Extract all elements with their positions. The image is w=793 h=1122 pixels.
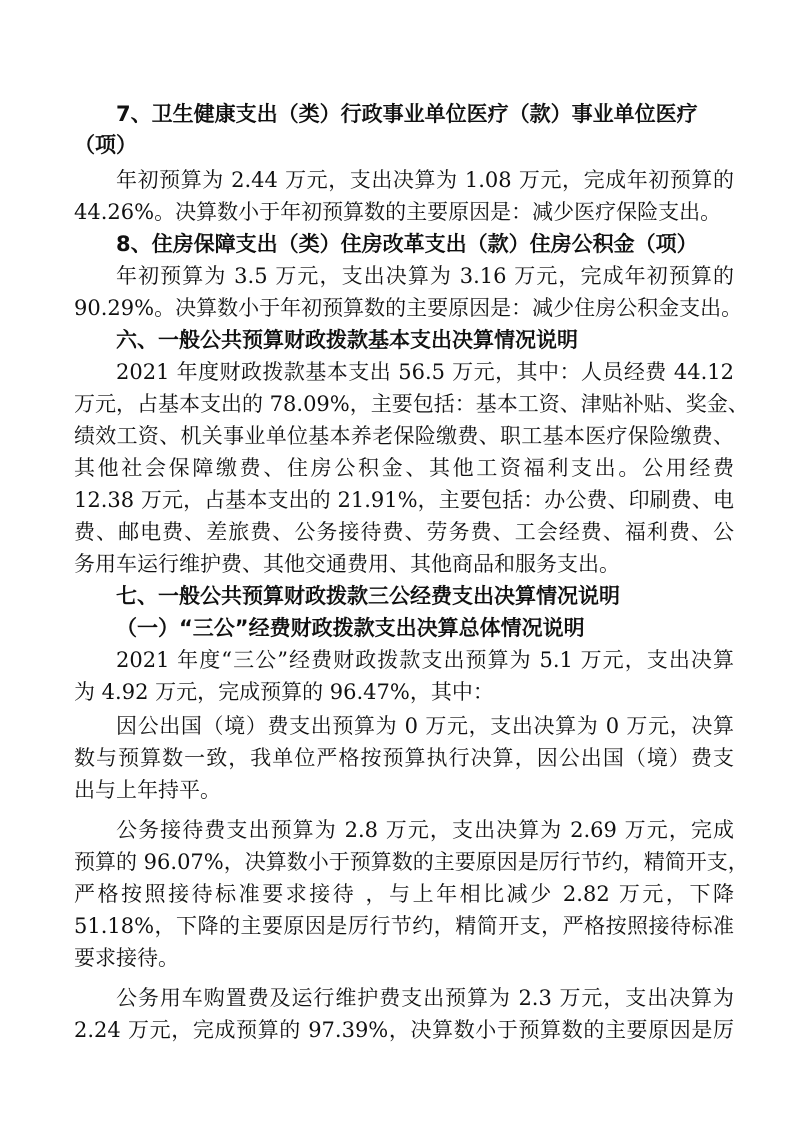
paragraph-line: 44.26%。决算数小于年初预算数的主要原因是：减少医疗保险支出。 [74,200,722,224]
paragraph-line: 出与上年持平。 [74,778,221,802]
paragraph-line: 绩效工资、机关事业单位基本养老保险缴费、职工基本医疗保险缴费、 [74,424,734,448]
paragraph-line: 务用车运行维护费、其他交通费用、其他商品和服务支出。 [74,552,620,576]
paragraph-line: 费、邮电费、差旅费、公务接待费、劳务费、工会经费、福利费、公 [74,520,734,544]
paragraph-line: 51.18%，下降的主要原因是厉行节约，精简开支，严格按照接待标准 [74,914,734,938]
paragraph-line: 预算的 96.07%，决算数小于预算数的主要原因是厉行节约，精简开支， [74,850,749,874]
paragraph-line: 2021 年度“三公”经费财政拨款支出预算为 5.1 万元，支出决算 [116,648,734,672]
heading-item-7: 7、卫生健康支出（类）行政事业单位医疗（款）事业单位医疗 [116,102,698,126]
paragraph-line: 万元，占基本支出的 78.09%，主要包括：基本工资、津贴补贴、奖金、 [74,392,749,416]
paragraph-line: 为 4.92 万元，完成预算的 96.47%，其中： [74,680,494,704]
paragraph-line: 90.29%。决算数小于年初预算数的主要原因是：减少住房公积金支出。 [74,296,743,320]
subsection-heading-1: （一）“三公”经费财政拨款支出决算总体情况说明 [116,616,585,640]
section-heading-7: 七、一般公共预算财政拨款三公经费支出决算情况说明 [116,584,620,608]
paragraph-line: 年初预算为 2.44 万元，支出决算为 1.08 万元，完成年初预算的 [116,168,734,192]
paragraph-line: 2.24 万元，完成预算的 97.39%，决算数小于预算数的主要原因是厉 [74,1018,734,1042]
section-heading-6: 六、一般公共预算财政拨款基本支出决算情况说明 [116,328,578,352]
paragraph-line: 年初预算为 3.5 万元，支出决算为 3.16 万元，完成年初预算的 [116,264,734,288]
paragraph-line: 公务用车购置费及运行维护费支出预算为 2.3 万元，支出决算为 [116,986,734,1010]
heading-item-8: 8、住房保障支出（类）住房改革支出（款）住房公积金（项） [116,232,698,256]
paragraph-line: 公务接待费支出预算为 2.8 万元，支出决算为 2.69 万元，完成 [116,818,734,842]
paragraph-line: 要求接待。 [74,946,179,970]
heading-item-7-cont: （项） [74,133,137,157]
paragraph-line: 数与预算数一致，我单位严格按预算执行决算，因公出国（境）费支 [74,746,734,770]
paragraph-line: 2021 年度财政拨款基本支出 56.5 万元，其中：人员经费 44.12 [116,360,734,384]
paragraph-line: 其他社会保障缴费、住房公积金、其他工资福利支出。公用经费 [74,456,734,480]
paragraph-line: 严格按照接待标准要求接待 ，与上年相比减少 2.82 万元，下降 [74,882,734,906]
paragraph-line: 因公出国（境）费支出预算为 0 万元，支出决算为 0 万元，决算 [116,714,734,738]
paragraph-line: 12.38 万元，占基本支出的 21.91%，主要包括：办公费、印刷费、电 [74,488,734,512]
